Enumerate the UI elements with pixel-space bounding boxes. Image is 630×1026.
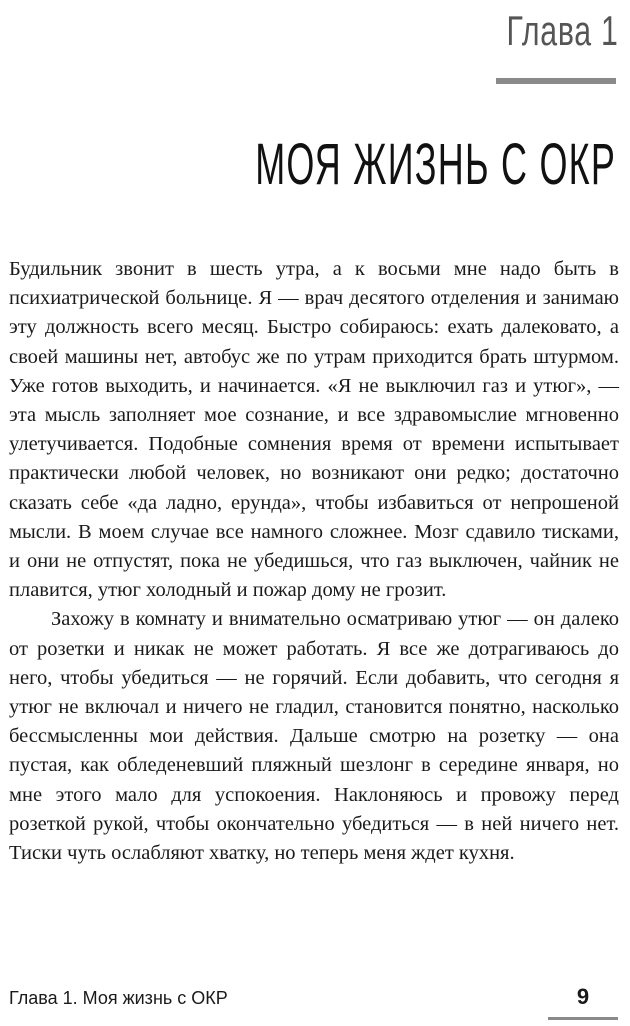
paragraph: Захожу в комнату и внимательно осматриваю утюг — он далеко от розетки и никак не может работать. Я все же дотрагиваюсь до него, чтобы убедиться — не горячий. Если добавить, что сегодня я утюг не включал и ничего не гладил, становится понятно, насколько бессмысленны мои действия. Дальше смотрю на розетку — она пустая, как обледеневший пляжный шезлонг в середине января, но мне этого мало для успокоения. Наклоняюсь и провожу перед розеткой рукой, чтобы окончательно убедиться — в ней ничего нет. Тиски чуть ослабляют хватку, но теперь меня ждет кухня.	[9, 608, 619, 865]
body-text	[9, 255, 619, 868]
chapter-title: МОЯ ЖИЗНЬ С ОКР	[255, 132, 616, 197]
chapter-label-underline	[496, 78, 616, 84]
chapter-label: Глава 1	[506, 7, 618, 54]
page-number-rule	[548, 1017, 618, 1020]
page-number: 9	[576, 984, 590, 1009]
running-footer-title: Глава 1. Моя жизнь с ОКР	[9, 988, 228, 1008]
paragraph: Будильник звонит в шесть утра, а к восьми мне надо быть в психиатрической больнице. Я — врач десятого отделения и занимаю эту должность всего месяц. Быстро собираюсь: ехать далековато, а своей машины нет, автобус же по утрам приходится брать штурмом. Уже готов выходить, и начинается. «Я не выключил газ и утюг», — эта мысль заполняет мое сознание, и все здравомыслие мгновенно улетучивается. Подобные сомнения время от времени испытывает практически любой человек, но возникают они редко; достаточно сказать себе «да ладно, ерунда», чтобы избавиться от непрошеной мысли. В моем случае все намного сложнее. Мозг сдавило тисками, и они не отпустят, пока не убедишься, что газ выключен, чайник не плавится, утюг холодный и пожар дому не грозит.	[9, 258, 619, 602]
